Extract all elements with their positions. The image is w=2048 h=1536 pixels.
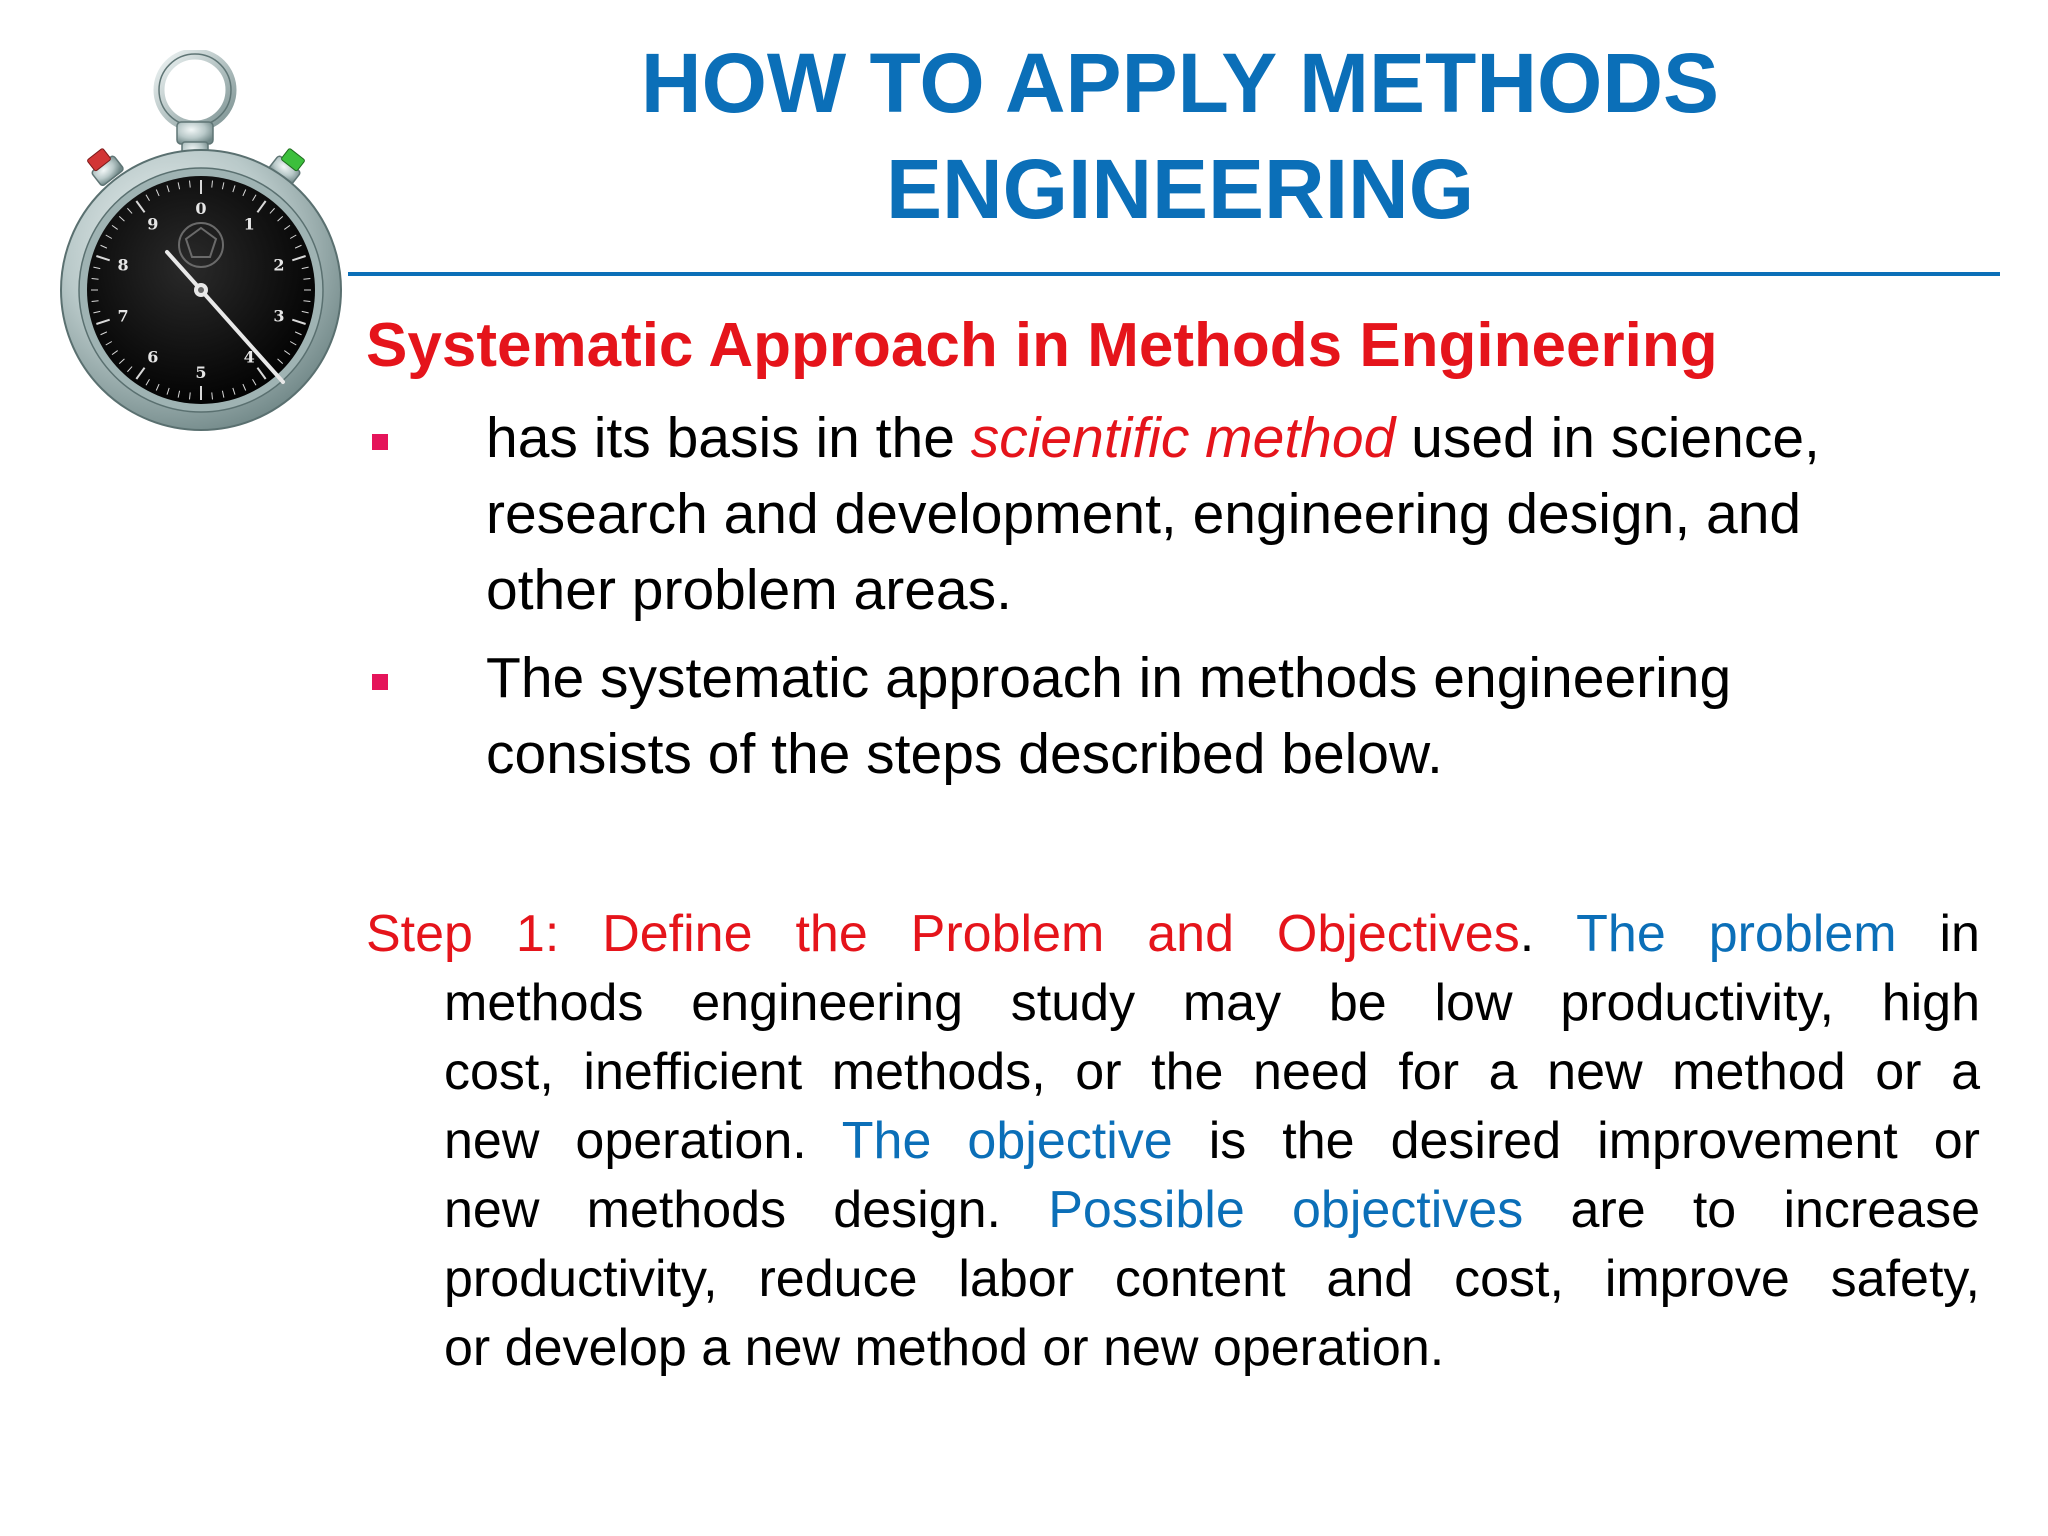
step-1-paragraph	[366, 900, 1980, 1383]
dial-number: 2	[273, 255, 285, 275]
bullet-text: used in science,	[1395, 406, 1820, 470]
dial-number: 1	[243, 214, 255, 234]
step-line: or develop a new method or new operation.	[444, 1319, 1445, 1377]
bullet-line	[486, 400, 1986, 476]
step-text: new operation.	[444, 1112, 842, 1170]
stopwatch-ring	[159, 54, 231, 126]
bullet-line: consists of the steps described below.	[486, 722, 1443, 786]
step-line: methods engineering study may be low productivity, high	[444, 974, 1980, 1032]
dial-number: 0	[195, 199, 207, 218]
dial-number: 8	[117, 255, 129, 275]
dial-number: 9	[147, 214, 159, 234]
step-line	[366, 1107, 1980, 1176]
slide-title-line-1: HOW TO APPLY METHODS	[640, 36, 1720, 130]
step-1-heading: Step 1: Define the Problem and Objectives	[366, 905, 1520, 963]
stopwatch-icon	[55, 50, 355, 440]
step-line	[366, 900, 1980, 969]
bullet-list	[366, 400, 1986, 804]
step-line: productivity, reduce labor content and cost, improve safety,	[444, 1250, 1980, 1308]
bullet-item	[366, 400, 1986, 628]
bullet-item	[366, 640, 1986, 792]
dial-number: 7	[117, 306, 129, 326]
section-heading: Systematic Approach in Methods Engineering	[366, 311, 1718, 380]
problem-label: The problem	[1576, 905, 1897, 963]
step-line	[366, 1176, 1980, 1245]
bullet-line: The systematic approach in methods engineering	[486, 646, 1732, 710]
square-bullet-icon	[372, 674, 388, 690]
bullet-line: research and development, engineering design, and	[486, 482, 1802, 546]
possible-objectives-label: Possible objectives	[1048, 1181, 1524, 1239]
objective-label: The objective	[841, 1112, 1173, 1170]
step-text: are to increase	[1523, 1181, 1980, 1239]
step-text: is the desired improvement or	[1172, 1112, 1980, 1170]
title-divider	[348, 272, 2000, 276]
slide-title-line-2: ENGINEERING	[885, 142, 1475, 236]
dial-number: 6	[147, 347, 159, 367]
dial-number: 5	[195, 363, 207, 382]
step-text: new methods design.	[444, 1181, 1049, 1239]
step-line: cost, inefficient methods, or the need for a new method or a	[444, 1043, 1980, 1101]
bullet-line: other problem areas.	[486, 558, 1012, 622]
emphasis-scientific-method: scientific method	[970, 406, 1396, 470]
square-bullet-icon	[372, 434, 388, 450]
dial-number: 3	[273, 306, 285, 326]
step-text: .	[1519, 905, 1535, 963]
slide-title	[400, 30, 1960, 242]
bullet-text: has its basis in the	[486, 406, 971, 470]
dial-number: 4	[243, 347, 255, 367]
step-text: in	[1939, 905, 1980, 963]
